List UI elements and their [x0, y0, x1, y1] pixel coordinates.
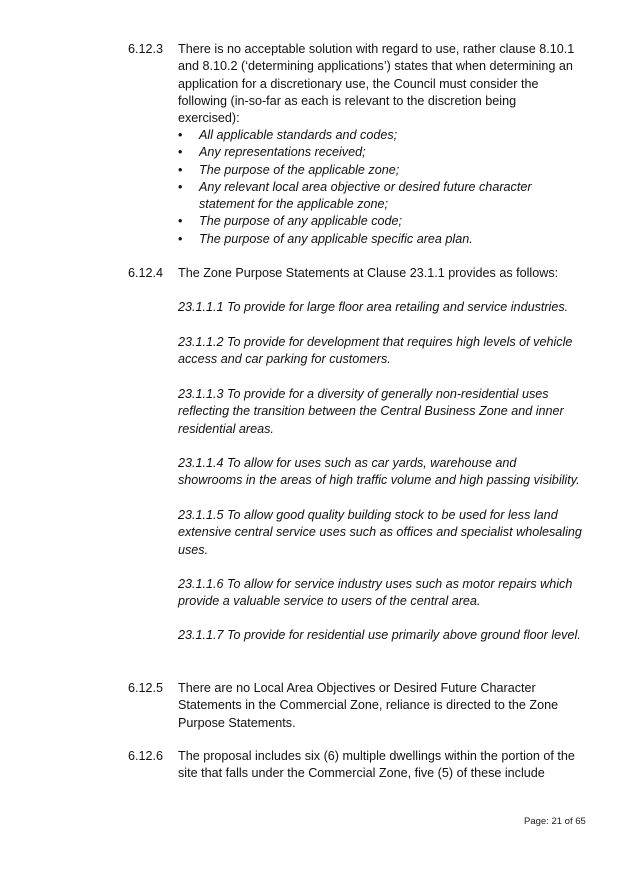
zone-purpose-quote: 23.1.1.5 To allow good quality building stock to be used for less land extensive central service uses such as offices and specialist wholesaling uses.	[178, 508, 582, 557]
list-item: • All applicable standards and codes;	[178, 127, 578, 144]
bullet-icon: •	[178, 179, 183, 194]
section-number: 6.12.5	[128, 681, 164, 695]
list-item: • The purpose of any applicable specific area plan.	[178, 231, 578, 248]
section-number: 6.12.6	[128, 749, 164, 763]
bullet-icon: •	[178, 214, 183, 229]
bullet-icon: •	[178, 128, 183, 142]
section-text: There is no acceptable solution with regard to use, rather clause 8.10.1 and 8.10.2 (‘determining applications’) states that when determining an application for a discretionary use, the Council must consider the following (in-so-far as each is relevant to the discretion being exercised):	[178, 42, 575, 126]
section-number: 6.12.3	[128, 42, 164, 56]
list-item: • Any relevant local area objective or desired future character statement for the applicable zone;	[178, 179, 532, 212]
section-text: The Zone Purpose Statements at Clause 23.1.1 provides as follows:	[178, 266, 559, 280]
bullet-icon: •	[178, 145, 183, 160]
bullet-icon: •	[178, 162, 183, 177]
discretion-criteria-list	[178, 127, 578, 248]
list-item: • Any representations received;	[178, 144, 578, 161]
page-number: Page: 21 of 65	[524, 816, 586, 827]
section-number: 6.12.4	[128, 266, 164, 280]
zone-purpose-quote: 23.1.1.3 To provide for a diversity of generally non-residential uses reflecting the transition between the Central Business Zone and inner residential areas.	[178, 387, 564, 436]
zone-purpose-quote: 23.1.1.7 To provide for residential use primarily above ground floor level.	[178, 628, 581, 642]
zone-purpose-quote: 23.1.1.1 To provide for large floor area retailing and service industries.	[178, 300, 569, 314]
bullet-icon: •	[178, 231, 183, 246]
zone-purpose-quote: 23.1.1.6 To allow for service industry uses such as motor repairs which provide a valuable service to users of the central area.	[178, 577, 573, 609]
list-item: • The purpose of the applicable zone;	[178, 162, 578, 179]
zone-purpose-quote: 23.1.1.2 To provide for development that requires high levels of vehicle access and car parking for customers.	[178, 335, 573, 367]
list-item: • The purpose of any applicable code;	[178, 213, 578, 230]
zone-purpose-quote: 23.1.1.4 To allow for uses such as car yards, warehouse and showrooms in the areas of high traffic volume and high passing visibility.	[178, 456, 580, 488]
section-text: The proposal includes six (6) multiple dwellings within the portion of the site that falls under the Commercial Zone, five (5) of these include	[178, 749, 575, 781]
section-text: There are no Local Area Objectives or Desired Future Character Statements in the Commercial Zone, reliance is directed to the Zone Purpose Statements.	[178, 681, 559, 730]
